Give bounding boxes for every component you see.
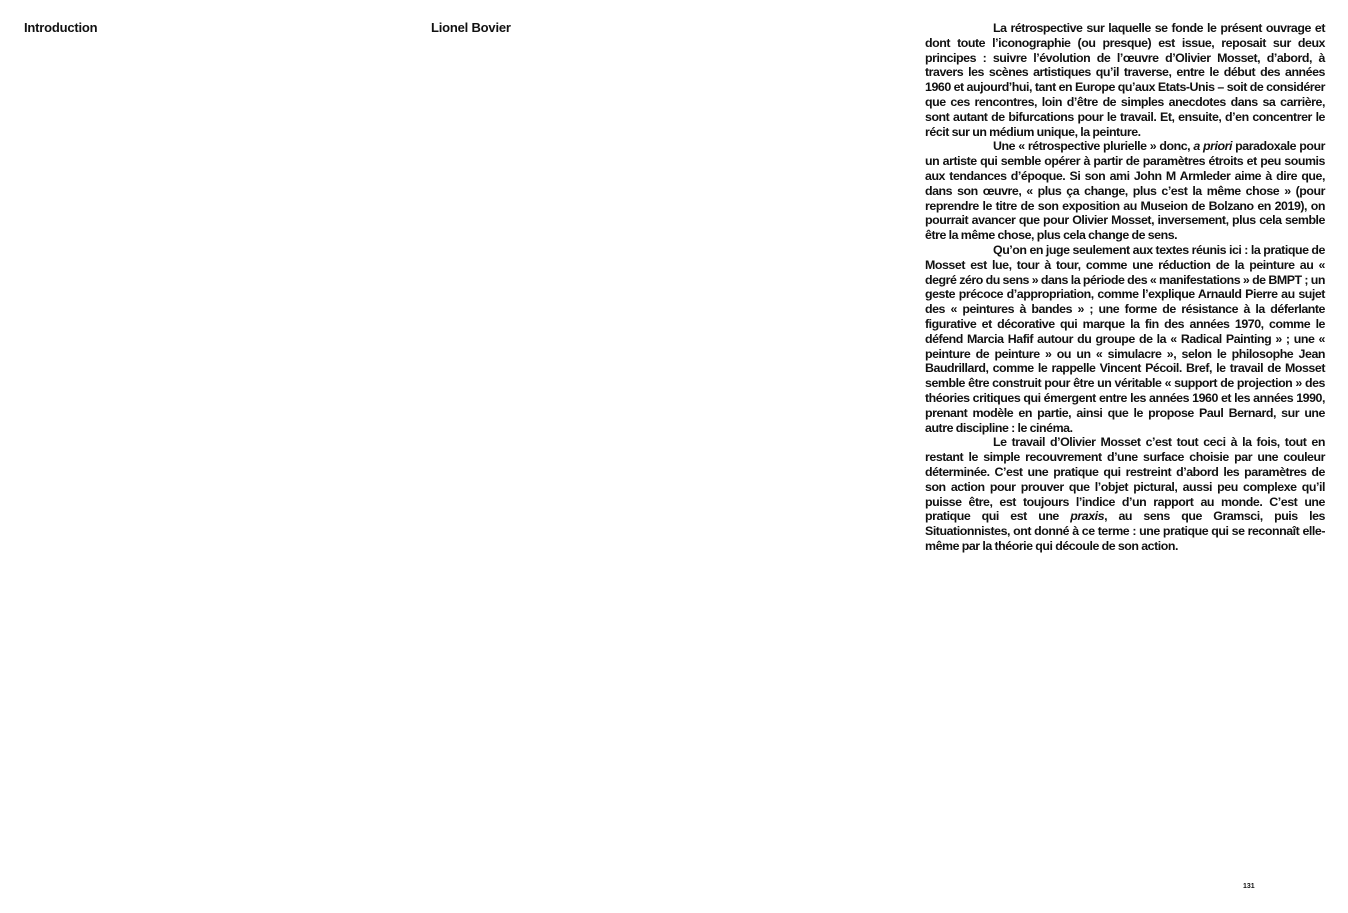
paragraph-2-text-b: paradoxale pour un artiste qui semble opérer à partir de paramètres étroits et peu soumis aux tendances d’époque. Si son ami John M Armleder aime à dire que, dans son œuvre, « plus ça change, plus c’est la même chose » (pour reprendre le titre de son exposition au Museion de Bolzano en 2019), on pourrait avancer que pour Olivier Mosset, inversement, plus cela semble être la même chose, plus cela change de sens. bbox=[925, 139, 1325, 243]
article-body bbox=[925, 21, 1325, 554]
paragraph-1 bbox=[925, 21, 1325, 139]
paragraph-4 bbox=[925, 435, 1325, 553]
paragraph-4-italic: praxis bbox=[1070, 509, 1105, 524]
paragraph-1-text: La rétrospective sur laquelle se fonde le présent ouvrage et dont toute l’iconographie (ou presque) est issue, reposait sur deux principes : suivre l’évolution de l’œuvre d’Olivier Mosset, d’abord, à travers les scènes artistiques qu’il traverse, entre le début des années 1960 et aujourd’hui, tant en Europe qu’aux Etats-Unis – soit de considérer que ces rencontres, loin d’être de simples anecdotes dans sa carrière, sont autant de bifurcations pour le travail. Et, ensuite, d’en concentrer le récit sur un médium unique, la peinture. bbox=[925, 21, 1325, 139]
paragraph-2-italic: a priori bbox=[1193, 139, 1232, 154]
paragraph-2 bbox=[925, 139, 1325, 243]
paragraph-4-text-b: , au sens que Gramsci, puis les Situationnistes, ont donné à ce terme : une pratique qui se reconnaît elle-même par la théorie qui découle de son action. bbox=[925, 509, 1325, 553]
section-title: Introduction bbox=[24, 20, 98, 35]
paragraph-4-text-a: Le travail d’Olivier Mosset c’est tout ceci à la fois, tout en restant le simple recouvrement d’une surface choisie par une couleur déterminée. C’est une pratique qui restreint d’abord les paramètres de son action pour prouver que l’objet pictural, aussi peu complexe qu’il puisse être, est toujours l’indice d’un rapport au monde. C’est une pratique qui est une bbox=[925, 435, 1325, 524]
page-number: 131 bbox=[1243, 883, 1255, 890]
paragraph-2-text-a: Une « rétrospective plurielle » donc, bbox=[993, 139, 1194, 154]
author-name: Lionel Bovier bbox=[431, 20, 511, 35]
paragraph-3-text: Qu’on en juge seulement aux textes réunis ici : la pratique de Mosset est lue, tour à tour, comme une réduction de la peinture au « degré zéro du sens » dans la période des « manifestations » de BMPT ; un geste précoce d’appropriation, comme l’explique Arnauld Pierre au sujet des « peintures à bandes » ; une forme de résistance à la déferlante figurative et décorative qui marque la fin des années 1970, comme le défend Marcia Hafif autour du groupe de la « Radical Painting » ; une « peinture de peinture » ou un « simulacre », selon le philosophe Jean Baudrillard, comme le rappelle Vincent Pécoil. Bref, le travail de Mosset semble être construit pour être un véritable « support de projection » des théories critiques qui émergent entre les années 1960 et les années 1990, prenant modèle en partie, ainsi que le propose Paul Bernard, sur une autre discipline : le cinéma. bbox=[925, 242, 1325, 435]
paragraph-3 bbox=[925, 243, 1325, 435]
